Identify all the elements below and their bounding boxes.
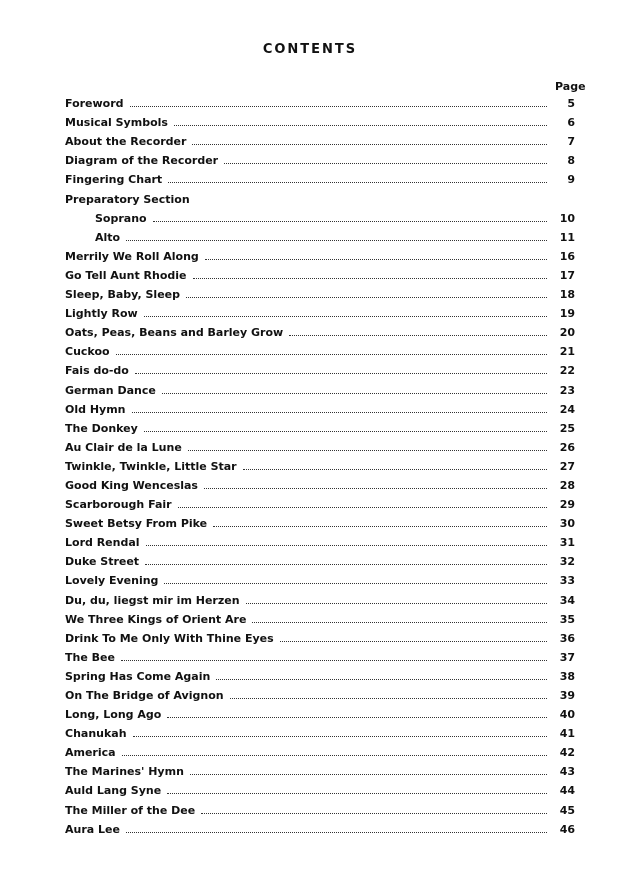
- toc-entry-title: Auld Lang Syne: [65, 784, 162, 798]
- toc-entry: [65, 664, 575, 683]
- toc-entry: [65, 129, 575, 148]
- toc-entry-page: 28: [559, 478, 575, 492]
- toc-entry: [65, 587, 575, 606]
- toc-entry: [65, 721, 575, 740]
- toc-entry-title: Spring Has Come Again: [65, 669, 211, 683]
- toc-entry: [65, 740, 575, 759]
- dot-leader: [135, 372, 547, 374]
- dot-leader: [167, 716, 547, 718]
- toc-entry-title: Good King Wenceslas: [65, 478, 198, 492]
- dot-leader: [246, 602, 547, 604]
- toc-entry-page: 21: [559, 345, 575, 359]
- toc-entry: [65, 568, 575, 587]
- toc-entry: [65, 206, 575, 225]
- toc-entry-title: Sweet Betsy From Pike: [65, 517, 208, 531]
- toc-entry-title: German Dance: [65, 383, 156, 397]
- dot-leader: [146, 544, 547, 546]
- toc-entry-title: Lightly Row: [65, 307, 138, 321]
- page-title: CONTENTS: [262, 42, 358, 57]
- dot-leader: [205, 258, 547, 260]
- dot-leader: [193, 277, 547, 279]
- toc-entry-page: 20: [559, 326, 575, 340]
- toc-entry-page: 43: [559, 765, 575, 779]
- dot-leader: [174, 124, 547, 126]
- toc-entry-page: 27: [559, 459, 575, 473]
- toc-entry-page: 30: [559, 517, 575, 531]
- toc-entry-page: 36: [559, 631, 575, 645]
- dot-leader: [133, 735, 547, 737]
- toc-entry-page: 19: [559, 307, 575, 321]
- toc-entry: [65, 454, 575, 473]
- dot-leader: [126, 831, 547, 833]
- toc-entry-title: Twinkle, Twinkle, Little Star: [65, 459, 237, 473]
- dot-leader: [204, 487, 547, 489]
- toc-entry: [65, 626, 575, 645]
- toc-entry-title: The Donkey: [65, 421, 138, 435]
- toc-entry-page: 39: [559, 689, 575, 702]
- toc-entry-title: Merrily We Roll Along: [65, 249, 199, 263]
- toc-entry-page: 29: [559, 498, 575, 512]
- dot-leader: [145, 563, 547, 565]
- toc-entry-page: 8: [567, 154, 575, 168]
- toc-entry-title: Lovely Evening: [65, 574, 159, 588]
- toc-entry-page: 34: [559, 593, 575, 607]
- toc-entry-page: 45: [559, 803, 575, 817]
- dot-leader: [153, 220, 547, 222]
- toc-entry-page: 33: [559, 574, 575, 588]
- toc-entry-title: Musical Symbols: [65, 116, 168, 130]
- dot-leader: [178, 506, 547, 508]
- toc-entry: [65, 416, 575, 435]
- toc-entry: [65, 263, 575, 282]
- toc-entry: [65, 492, 575, 511]
- dot-leader: [192, 143, 547, 145]
- dot-leader: [230, 697, 547, 699]
- toc-entry-title: Au Clair de la Lune: [65, 440, 182, 454]
- toc-entry-title: Soprano: [95, 211, 147, 225]
- toc-entry-title: Chanukah: [65, 727, 127, 741]
- toc-entry: [65, 435, 575, 454]
- table-of-contents: [65, 91, 575, 836]
- toc-entry-title: Du, du, liegst mir im Herzen: [65, 593, 240, 607]
- dot-leader: [224, 162, 547, 164]
- toc-entry-title: About the Recorder: [65, 135, 187, 149]
- toc-entry-title: America: [65, 746, 116, 760]
- dot-leader: [201, 812, 547, 814]
- toc-entry: [65, 645, 575, 664]
- dot-leader: [162, 392, 547, 394]
- toc-entry-title: On The Bridge of Avignon: [65, 689, 224, 702]
- dot-leader: [122, 754, 547, 756]
- toc-entry-page: 38: [559, 669, 575, 683]
- toc-entry: [65, 530, 575, 549]
- toc-entry-title: Alto: [95, 230, 121, 244]
- toc-entry-title: Duke Street: [65, 555, 140, 569]
- dot-leader: [130, 105, 547, 107]
- toc-entry: [65, 301, 575, 320]
- dot-leader: [121, 659, 547, 661]
- toc-entry-title: Sleep, Baby, Sleep: [65, 288, 180, 302]
- toc-entry-page: 6: [567, 116, 575, 130]
- dot-leader: [168, 181, 547, 183]
- dot-leader: [216, 678, 547, 680]
- toc-entry-title: The Bee: [65, 650, 115, 664]
- toc-entry: [65, 702, 575, 721]
- toc-entry-title: The Miller of the Dee: [65, 803, 196, 817]
- dot-leader: [289, 334, 547, 336]
- dot-leader: [188, 449, 547, 451]
- toc-entry-title: Long, Long Ago: [65, 708, 162, 722]
- toc-entry-title: We Three Kings of Orient Are: [65, 612, 247, 626]
- toc-entry: [65, 358, 575, 377]
- toc-entry-page: 24: [559, 402, 575, 416]
- toc-entry-page: 10: [559, 211, 575, 225]
- toc-entry: [65, 320, 575, 339]
- toc-entry-page: 16: [559, 249, 575, 263]
- toc-entry-page: 9: [567, 173, 575, 187]
- toc-entry-page: 11: [559, 230, 575, 244]
- dot-leader: [196, 202, 547, 203]
- dot-leader: [167, 792, 547, 794]
- toc-entry-title: Old Hymn: [65, 402, 126, 416]
- dot-leader: [116, 353, 547, 355]
- toc-entry-page: 17: [559, 268, 575, 282]
- toc-entry: [65, 225, 575, 244]
- toc-entry-title: Oats, Peas, Beans and Barley Grow: [65, 326, 284, 340]
- dot-leader: [132, 411, 548, 413]
- toc-entry-page: 42: [559, 746, 575, 760]
- toc-entry-page: 46: [559, 822, 575, 836]
- toc-entry: [65, 148, 575, 167]
- toc-entry-page: 37: [559, 650, 575, 664]
- toc-entry-page: 22: [559, 364, 575, 378]
- toc-entry: [65, 167, 575, 186]
- toc-entry: [65, 282, 575, 301]
- toc-entry: [65, 778, 575, 797]
- toc-entry: [65, 549, 575, 568]
- toc-entry: [65, 473, 575, 492]
- toc-entry-page: 25: [559, 421, 575, 435]
- toc-entry-title: Lord Rendal: [65, 536, 140, 550]
- toc-entry: [65, 759, 575, 778]
- toc-entry: [65, 91, 575, 110]
- dot-leader: [280, 640, 547, 642]
- toc-entry-title: Fais do-do: [65, 364, 129, 378]
- toc-entry-title: Go Tell Aunt Rhodie: [65, 268, 187, 282]
- toc-entry-title: Drink To Me Only With Thine Eyes: [65, 631, 274, 645]
- toc-entry-page: 23: [559, 383, 575, 397]
- toc-entry: [65, 110, 575, 129]
- toc-entry-title: Diagram of the Recorder: [65, 154, 219, 168]
- dot-leader: [213, 525, 547, 527]
- dot-leader: [186, 296, 547, 298]
- toc-entry-title: Fingering Chart: [65, 173, 163, 187]
- toc-entry-title: Cuckoo: [65, 345, 110, 359]
- toc-entry: [65, 339, 575, 358]
- toc-entry-page: 40: [559, 708, 575, 722]
- dot-leader: [164, 582, 547, 584]
- toc-entry-title: Scarborough Fair: [65, 498, 172, 512]
- toc-entry-page: 5: [567, 97, 575, 111]
- toc-entry-page: 31: [559, 536, 575, 550]
- toc-entry-page: 7: [567, 135, 575, 149]
- toc-entry-title: Aura Lee: [65, 822, 120, 836]
- dot-leader: [243, 468, 547, 470]
- toc-entry-page: 26: [559, 440, 575, 454]
- toc-entry: [65, 817, 575, 836]
- toc-entry-page: 44: [559, 784, 575, 798]
- dot-leader: [144, 315, 547, 317]
- toc-entry: [65, 186, 575, 205]
- toc-entry-page: 35: [559, 612, 575, 626]
- toc-entry: [65, 244, 575, 263]
- dot-leader: [144, 430, 547, 432]
- toc-entry-title: The Marines' Hymn: [65, 765, 184, 779]
- toc-entry: [65, 607, 575, 626]
- page-column-header: Page: [555, 80, 586, 93]
- toc-entry-title: Preparatory Section: [65, 192, 190, 206]
- toc-entry-page: 41: [559, 727, 575, 741]
- toc-entry: [65, 797, 575, 816]
- toc-entry: [65, 683, 575, 702]
- toc-entry: [65, 511, 575, 530]
- dot-leader: [126, 239, 547, 241]
- toc-entry: [65, 377, 575, 396]
- dot-leader: [190, 773, 547, 775]
- toc-entry: [65, 397, 575, 416]
- toc-entry-page: 18: [559, 288, 575, 302]
- toc-entry-page: 32: [559, 555, 575, 569]
- dot-leader: [252, 621, 547, 623]
- toc-entry-title: Foreword: [65, 97, 124, 111]
